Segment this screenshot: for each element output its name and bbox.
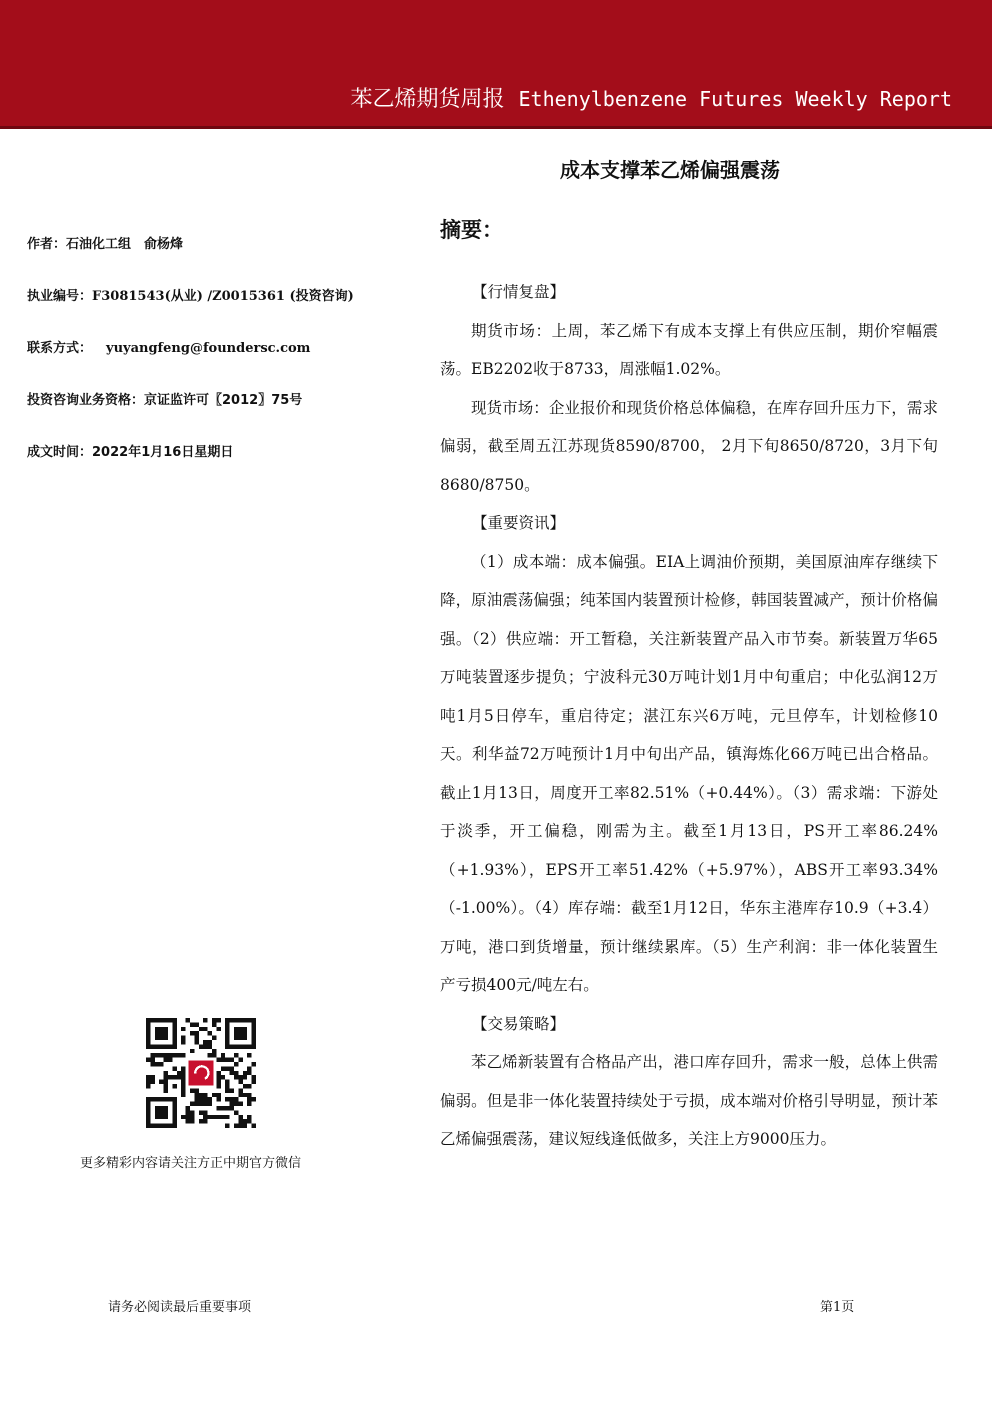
meta-contact	[27, 337, 310, 356]
abstract-body	[440, 273, 938, 1159]
section-strategy-label: 【交易策略】	[472, 1014, 566, 1033]
section-news-label: 【重要资讯】	[472, 514, 566, 532]
review-spot-paragraph: 现货市场：企业报价和现货价格总体偏稳，在库存回升压力下，需求偏弱，截至周五江苏现货8590/8700， 2月下旬8650/8720，3月下旬8680/8750。	[440, 398, 938, 494]
footer-notice: 请务必阅读最后重要事项	[108, 1300, 252, 1315]
meta-date-value: 2022年1月16日星期日	[92, 445, 234, 460]
meta-author-label: 作者：	[27, 237, 67, 252]
meta-license-label: 执业编号：	[27, 289, 93, 304]
brand-logo-icon	[189, 1061, 214, 1086]
meta-contact-value[interactable]: yuyangfeng@foundersc.com	[106, 341, 311, 356]
footer-page-number: 第1页	[820, 1300, 855, 1315]
report-title-en: Ethenylbenzene Futures Weekly Report	[518, 87, 952, 111]
meta-author	[27, 233, 183, 252]
header-divider	[0, 126, 992, 129]
meta-qualification-label: 投资咨询业务资格：	[27, 393, 145, 408]
meta-qualification-value: 京证监许可〖2012〗75号	[144, 393, 303, 408]
meta-contact-label: 联系方式：	[27, 341, 93, 356]
meta-license	[27, 285, 354, 304]
news-paragraph: （1）成本端：成本偏强。EIA上调油价预期，美国原油库存继续下降，原油震荡偏强；纯苯国内装置预计检修，韩国装置减产，预计价格偏强。（2）供应端：开工暂稳，关注新装置产品入市节奏。新装置万华65万吨装置逐步提负；宁波科元30万吨计划1月中旬重启；中化弘润12万吨1月5日停车，重启待定；湛江东兴6万吨，元旦停车，计划检修10天。利华益72万吨预计1月中旬出产品，镇海炼化66万吨已出合格品。截止1月13日，周度开工率82.51%（+0.44%）。（3）需求端：下游处于淡季，开工偏稳，刚需为主。截至1月13日，PS开工率86.24%（+1.93%），EPS开工率51.42%（+5.97%），ABS开工率93.34%（-1.00%）。（4）库存端：截至1月12日，华东主港库存10.9（+3.4）万吨，港口到货增量，预计继续累库。（5）生产利润：非一体化装置生产亏损400元/吨左右。	[440, 552, 938, 994]
page-headline: 成本支撑苯乙烯偏强震荡	[560, 158, 780, 182]
meta-qualification	[27, 389, 302, 408]
meta-license-value: F3081543(从业) /Z0015361 (投资咨询)	[92, 289, 354, 304]
strategy-paragraph: 苯乙烯新装置有合格品产出，港口库存回升，需求一般，总体上供需偏弱。但是非一体化装置持续处于亏损，成本端对价格引导明显，预计苯乙烯偏强震荡，建议短线逢低做多，关注上方9000压力。	[440, 1053, 938, 1148]
review-futures-paragraph: 期货市场：上周，苯乙烯下有成本支撑上有供应压制，期价窄幅震荡。EB2202收于8733，周涨幅1.02%。	[440, 321, 938, 378]
abstract-heading: 摘要：	[440, 218, 503, 242]
report-title	[351, 82, 953, 113]
qr-caption: 更多精彩内容请关注方正中期官方微信	[80, 1156, 302, 1171]
wechat-qr-code-icon[interactable]	[146, 1018, 256, 1128]
report-title-cn: 苯乙烯期货周报	[350, 87, 505, 112]
meta-date-label: 成文时间：	[27, 445, 93, 460]
meta-author-value: 石油化工组 俞杨烽	[66, 237, 184, 252]
section-review-label: 【行情复盘】	[472, 283, 566, 301]
meta-date	[27, 441, 233, 460]
header-banner	[0, 0, 992, 126]
